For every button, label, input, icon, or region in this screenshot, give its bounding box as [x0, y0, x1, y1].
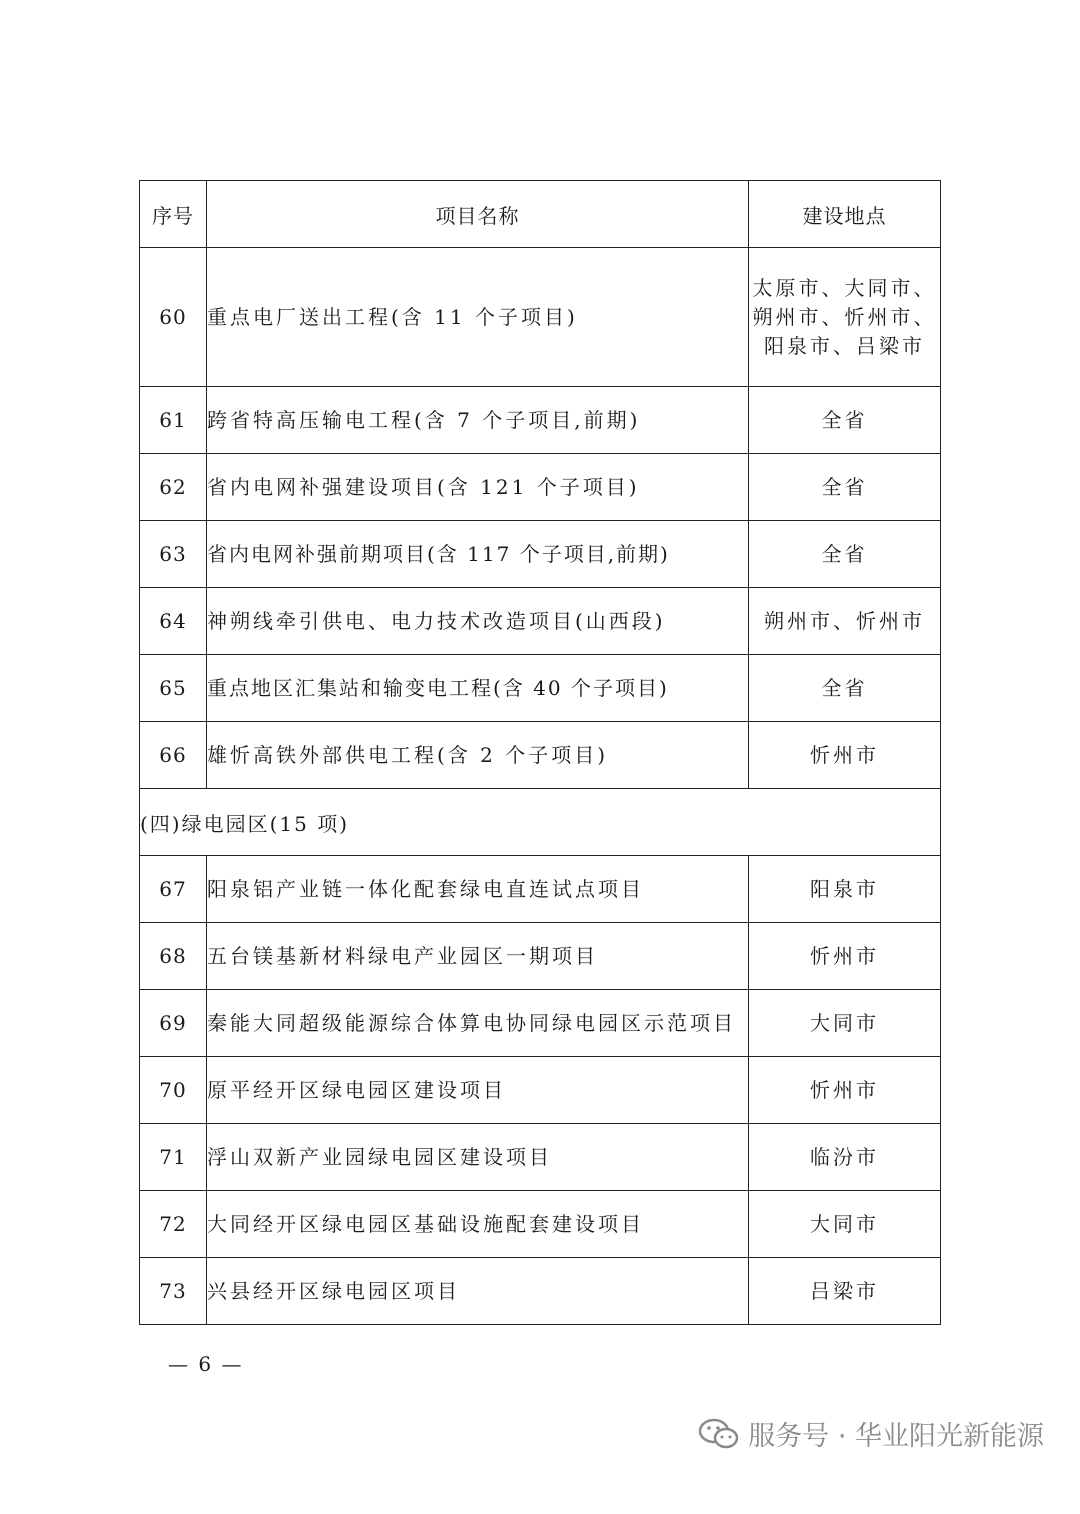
row-number: 72 [140, 1191, 207, 1258]
table-header-row [140, 181, 941, 248]
table-row [140, 1258, 941, 1325]
row-project-name: 大同经开区绿电园区基础设施配套建设项目 [207, 1191, 749, 1258]
wechat-icon [698, 1417, 740, 1451]
row-location: 忻州市 [749, 1057, 941, 1124]
row-location: 忻州市 [749, 923, 941, 990]
row-number: 70 [140, 1057, 207, 1124]
row-number: 73 [140, 1258, 207, 1325]
header-location: 建设地点 [749, 181, 941, 248]
watermark [698, 1414, 1044, 1453]
row-location: 吕梁市 [749, 1258, 941, 1325]
row-project-name: 阳泉铝产业链一体化配套绿电直连试点项目 [207, 856, 749, 923]
row-number: 64 [140, 588, 207, 655]
row-project-name: 重点电厂送出工程(含 11 个子项目) [207, 248, 749, 387]
table-row [140, 387, 941, 454]
row-location: 朔州市、忻州市 [749, 588, 941, 655]
row-number: 63 [140, 521, 207, 588]
row-project-name: 雄忻高铁外部供电工程(含 2 个子项目) [207, 722, 749, 789]
row-project-name: 浮山双新产业园绿电园区建设项目 [207, 1124, 749, 1191]
row-number: 69 [140, 990, 207, 1057]
row-project-name: 重点地区汇集站和输变电工程(含 40 个子项目) [207, 655, 749, 722]
row-project-name: 省内电网补强建设项目(含 121 个子项目) [207, 454, 749, 521]
header-project-name: 项目名称 [207, 181, 749, 248]
section-row [140, 789, 941, 856]
row-project-name: 原平经开区绿电园区建设项目 [207, 1057, 749, 1124]
table-row [140, 655, 941, 722]
section-heading: (四)绿电园区(15 项) [140, 789, 941, 856]
table-row [140, 521, 941, 588]
row-number: 65 [140, 655, 207, 722]
row-location: 阳泉市 [749, 856, 941, 923]
table-row [140, 923, 941, 990]
project-table [139, 180, 941, 1325]
row-location: 全省 [749, 521, 941, 588]
table-row [140, 1124, 941, 1191]
row-location: 全省 [749, 454, 941, 521]
row-location: 太原市、大同市、朔州市、忻州市、阳泉市、吕梁市 [749, 248, 941, 387]
row-project-name: 秦能大同超级能源综合体算电协同绿电园区示范项目 [207, 990, 749, 1057]
table-row [140, 248, 941, 387]
row-location: 大同市 [749, 1191, 941, 1258]
row-number: 67 [140, 856, 207, 923]
row-location: 忻州市 [749, 722, 941, 789]
header-seq: 序号 [140, 181, 207, 248]
row-location: 大同市 [749, 990, 941, 1057]
table-row [140, 722, 941, 789]
row-location: 全省 [749, 655, 941, 722]
table-row [140, 1057, 941, 1124]
row-number: 71 [140, 1124, 207, 1191]
row-project-name: 神朔线牵引供电、电力技术改造项目(山西段) [207, 588, 749, 655]
row-number: 66 [140, 722, 207, 789]
table-row [140, 588, 941, 655]
row-number: 61 [140, 387, 207, 454]
row-project-name: 兴县经开区绿电园区项目 [207, 1258, 749, 1325]
row-number: 68 [140, 923, 207, 990]
table-row [140, 856, 941, 923]
table-row [140, 990, 941, 1057]
row-location: 全省 [749, 387, 941, 454]
row-number: 60 [140, 248, 207, 387]
table-row [140, 1191, 941, 1258]
row-project-name: 省内电网补强前期项目(含 117 个子项目,前期) [207, 521, 749, 588]
row-project-name: 跨省特高压输电工程(含 7 个子项目,前期) [207, 387, 749, 454]
row-project-name: 五台镁基新材料绿电产业园区一期项目 [207, 923, 749, 990]
row-location: 临汾市 [749, 1124, 941, 1191]
watermark-text: 服务号 · 华业阳光新能源 [748, 1421, 1044, 1452]
table-row [140, 454, 941, 521]
page-number: — 6 — [168, 1352, 244, 1376]
row-number: 62 [140, 454, 207, 521]
